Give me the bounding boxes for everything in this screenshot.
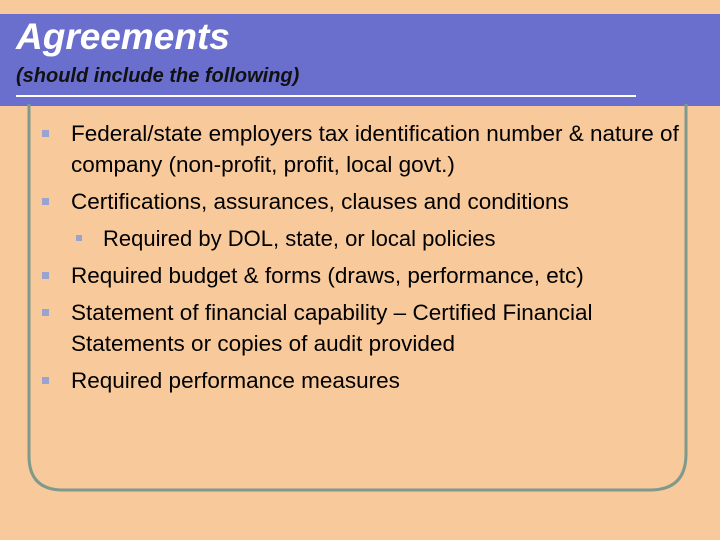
bullet-marker-icon xyxy=(42,272,49,279)
bullet-marker-icon xyxy=(42,377,49,384)
bullet-marker-icon xyxy=(42,198,49,205)
bullet-marker-icon xyxy=(42,309,49,316)
bullet-text: Statement of financial capability – Certified Financial Statements or copies of audit provided xyxy=(71,300,593,356)
bullet-item xyxy=(40,186,690,217)
bullet-text: Required performance measures xyxy=(71,368,400,393)
bullet-text: Required budget & forms (draws, performance, etc) xyxy=(71,263,584,288)
bullet-text: Federal/state employers tax identification number & nature of company (non-profit, profit, local govt.) xyxy=(71,121,679,177)
bullet-item xyxy=(40,260,690,291)
slide-subtitle: (should include the following) xyxy=(16,65,300,87)
sub-bullet-text: Required by DOL, state, or local policies xyxy=(103,226,496,251)
bullet-item xyxy=(40,297,690,359)
bullet-item xyxy=(40,365,690,396)
bullet-item xyxy=(40,118,690,180)
bullet-text: Certifications, assurances, clauses and conditions xyxy=(71,189,569,214)
sub-bullet-marker-icon xyxy=(76,235,82,241)
sub-bullet-item xyxy=(40,223,690,254)
slide-title: Agreements xyxy=(16,16,230,57)
bullet-marker-icon xyxy=(42,130,49,137)
bullet-list xyxy=(40,118,690,402)
